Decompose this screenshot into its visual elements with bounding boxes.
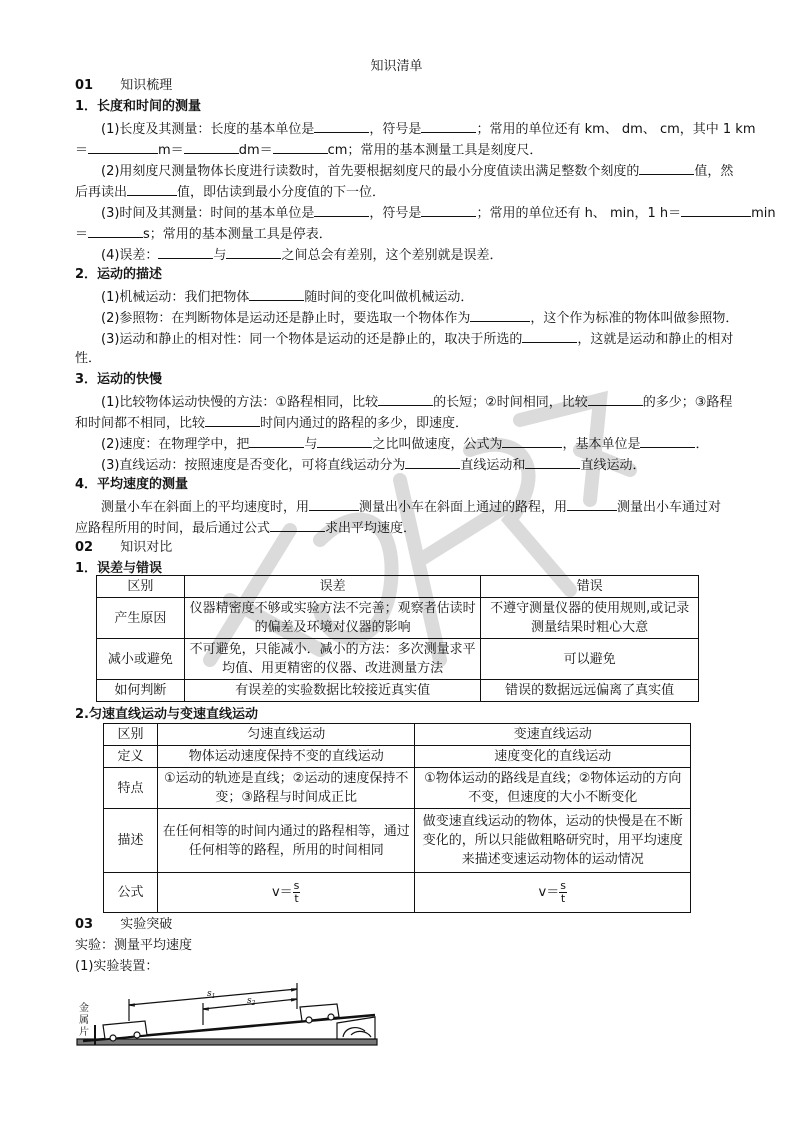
section-number: 01: [75, 78, 94, 93]
formula-cell: v＝ $\frac{s}{t}$: [415, 873, 691, 913]
table-cell: 公式: [104, 873, 158, 913]
apparatus-diagram: [75, 975, 385, 1065]
blank[interactable]: [249, 286, 304, 301]
para-reference: (2)参照物：在判断物体是运动还是静止时，要选取一个物体作为 ，这个作为标准的物体叫做参照物．: [75, 307, 747, 329]
blank[interactable]: [314, 202, 369, 217]
table-row: [104, 809, 691, 873]
label-metal-1: 金: [79, 1003, 89, 1014]
table-cell: 不可避免，只能减小．减小的方法：多次测量求平均值、用更精密的仪器、改进测量方法: [184, 639, 480, 680]
experiment-subheading: (1)实验装置：: [75, 959, 159, 974]
heading-average-speed: 4．平均速度的测量: [75, 477, 189, 492]
table-header-cell: 匀速直线运动: [157, 724, 415, 746]
formula-cell: v＝ $\frac{s}{t}$: [157, 873, 415, 913]
table-header-cell: 变速直线运动: [415, 724, 691, 746]
table-cell: 在任何相等的时间内通过的路程相等，通过任何相等的路程，所用的时间相同: [157, 809, 415, 873]
table-header-cell: 区别: [104, 724, 158, 746]
table-base: [77, 1039, 377, 1045]
table-cell: 错误的数据远远偏离了真实值: [481, 680, 699, 702]
para-relativity-2: 性．: [75, 351, 102, 366]
label-s2: $s_2$: [247, 996, 256, 1007]
blank[interactable]: [309, 496, 359, 511]
table-row: [97, 639, 699, 680]
table-header-cell: 错误: [481, 576, 699, 598]
section-03-heading: [75, 915, 747, 935]
section-name: 知识对比: [120, 540, 173, 555]
table-cell: 减小或避免: [97, 639, 185, 680]
blank[interactable]: [639, 160, 694, 175]
blank[interactable]: [226, 244, 281, 259]
table-header-row: [104, 724, 691, 746]
table-header-cell: 区别: [97, 576, 185, 598]
para-average-1: 测量小车在斜面上的平均速度时，用 测量出小车在斜面上通过的路程，用 测量出小车通过对: [75, 496, 747, 518]
blank[interactable]: [421, 118, 476, 133]
uniform-variable-motion-table: [103, 723, 691, 913]
table-row: [97, 598, 699, 639]
label-metal-2: 属: [79, 1015, 89, 1026]
blank[interactable]: [502, 433, 562, 448]
blank[interactable]: [405, 454, 460, 469]
blank[interactable]: [522, 328, 577, 343]
table-cell: 可以避免: [481, 639, 699, 680]
blank[interactable]: [184, 139, 239, 154]
page-title: 知识清单: [370, 59, 423, 74]
table-cell: ①运动的轨迹是直线；②运动的速度保持不变；③路程与时间成正比: [157, 768, 415, 809]
blank[interactable]: [127, 181, 177, 196]
blank[interactable]: [88, 139, 158, 154]
table-cell: 有误差的实验数据比较接近真实值: [184, 680, 480, 702]
blank[interactable]: [317, 433, 372, 448]
table-header-row: [97, 576, 699, 598]
heading-length-time: 1．长度和时间的测量: [75, 99, 202, 114]
para-compare-2: 和时间都不相同，比较 时间内通过的路程的多少，即速度．: [75, 412, 747, 434]
table-cell: 特点: [104, 768, 158, 809]
label-metal-3: 片: [79, 1027, 89, 1038]
blank[interactable]: [470, 307, 530, 322]
section-name: 实验突破: [120, 917, 173, 932]
error-mistake-table: [96, 575, 699, 702]
section-02-heading: [75, 538, 747, 558]
table-cell: 不遵守测量仪器的使用规则,或记录测量结果时粗心大意: [481, 598, 699, 639]
table1-heading: 1．误差与错误: [75, 561, 163, 576]
table-cell: 定义: [104, 746, 158, 768]
blank[interactable]: [88, 223, 143, 238]
label-s1: $s_1$: [207, 989, 216, 1000]
section-number: 03: [75, 917, 94, 932]
para-length-1: (1)长度及其测量：长度的基本单位是 ，符号是 ；常用的单位还有 km、 dm、 cm，其中 1 km: [75, 118, 747, 140]
blank[interactable]: [681, 202, 751, 217]
blank[interactable]: [270, 517, 325, 532]
para-linear-motion: (3)直线运动：按照速度是否变化，可将直线运动分为 直线运动和 直线运动．: [75, 454, 747, 476]
heading-speed: 3．运动的快慢: [75, 372, 163, 387]
blank[interactable]: [249, 433, 304, 448]
para-error: (4)误差： 与 之间总会有差别，这个差别就是误差．: [75, 244, 747, 266]
para-average-2: 应路程所用的时间，最后通过公式 求出平均速度．: [75, 517, 747, 539]
section-number: 02: [75, 540, 94, 555]
para-reading-1: (2)用刻度尺测量物体长度进行读数时，首先要根据刻度尺的最小分度值读出满足整数个刻度的 值，然: [75, 160, 747, 182]
table-cell: 物体运动速度保持不变的直线运动: [157, 746, 415, 768]
table2-heading: 2.匀速直线运动与变速直线运动: [75, 707, 258, 722]
table-row: [97, 680, 699, 702]
table-cell: 仪器精密度不够或实验方法不完善；观察者估读时的偏差及环境对仪器的影响: [184, 598, 480, 639]
blank[interactable]: [314, 118, 369, 133]
table-cell: 做变速直线运动的物体，运动的快慢是在不断变化的，所以只能做粗略研究时，用平均速度来描述变速运动物体的运动情况: [415, 809, 691, 873]
blank[interactable]: [205, 412, 260, 427]
blank[interactable]: [158, 244, 213, 259]
table-cell: 如何判断: [97, 680, 185, 702]
table-header-cell: 误差: [184, 576, 480, 598]
blank[interactable]: [378, 391, 433, 406]
section-01-heading: [75, 76, 747, 96]
table-cell: ①物体运动的路线是直线；②物体运动的方向不变，但速度的大小不断变化: [415, 768, 691, 809]
formula-fraction: $\frac{s}{t}$: [560, 879, 566, 905]
para-reading-2: 后再读出 值，即估读到最小分度值的下一位．: [75, 181, 747, 203]
blank[interactable]: [588, 391, 643, 406]
table-row: [104, 768, 691, 809]
table-row: [104, 746, 691, 768]
table-cell: 产生原因: [97, 598, 185, 639]
para-time-2: ＝ s；常用的基本测量工具是停表．: [75, 223, 747, 245]
section-name: 知识梳理: [120, 78, 173, 93]
table-cell: 速度变化的直线运动: [415, 746, 691, 768]
para-compare-1: (1)比较物体运动快慢的方法：①路程相同，比较 的长短；②时间相同，比较 的多少；③路程: [75, 391, 747, 413]
para-velocity: (2)速度：在物理学中，把 与 之比叫做速度，公式为 ，基本单位是 ．: [75, 433, 747, 455]
formula-fraction: $\frac{s}{t}$: [293, 879, 300, 905]
blank[interactable]: [567, 496, 617, 511]
blank[interactable]: [640, 433, 695, 448]
blank[interactable]: [273, 139, 328, 154]
para-relativity-1: (3)运动和静止的相对性：同一个物体是运动的还是静止的，取决于所选的 ，这就是运动和静止的相对: [75, 328, 747, 350]
para-mechanical: (1)机械运动：我们把物体 随时间的变化叫做机械运动．: [75, 286, 747, 308]
para-time-1: (3)时间及其测量：时间的基本单位是 ，符号是 ；常用的单位还有 h、 min，1 h＝ min: [75, 202, 747, 224]
table-cell: 描述: [104, 809, 158, 873]
blank[interactable]: [525, 454, 580, 469]
table-row: [104, 873, 691, 913]
blank[interactable]: [421, 202, 476, 217]
experiment-title: 实验：测量平均速度: [75, 938, 193, 953]
heading-motion: 2．运动的描述: [75, 267, 163, 282]
para-length-2: ＝ m＝ dm＝ cm；常用的基本测量工具是刻度尺．: [75, 139, 747, 161]
